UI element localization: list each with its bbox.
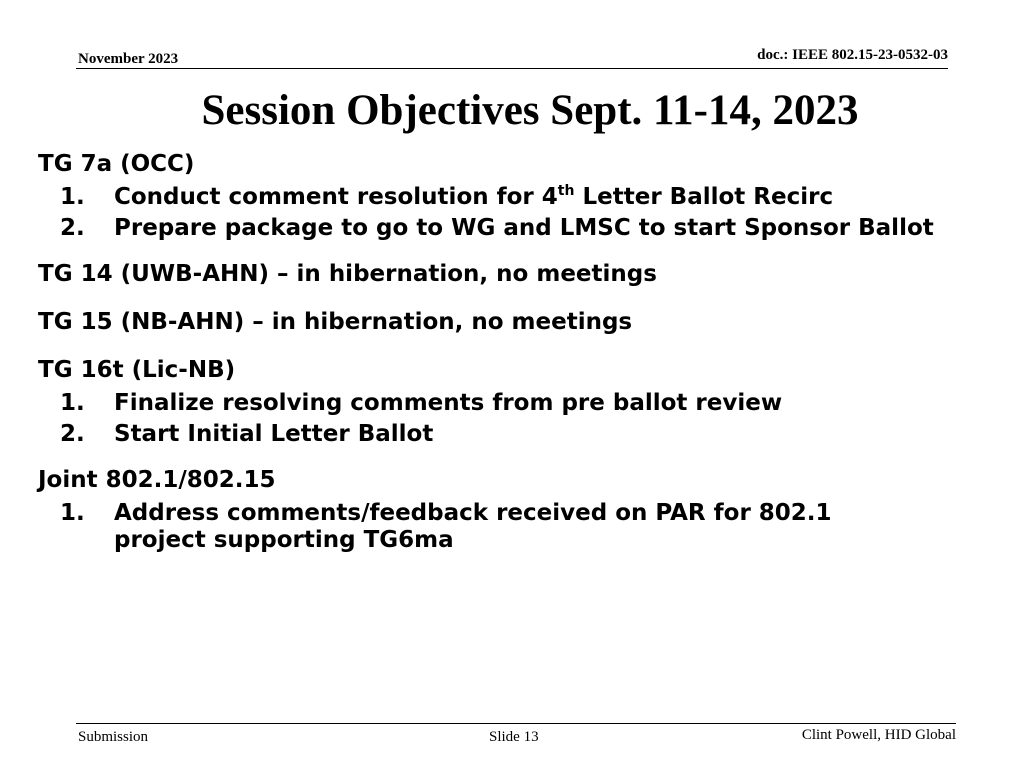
section-tg7a — [38, 148, 998, 242]
section-heading: TG 7a (OCC) — [38, 151, 195, 177]
section-heading: TG 16t (Lic-NB) — [38, 357, 236, 383]
footer-divider — [76, 723, 956, 724]
section-heading: Joint 802.1/802.15 — [38, 467, 276, 493]
list-number: 2. — [60, 215, 85, 241]
slide-body — [38, 148, 998, 558]
list-item — [38, 421, 998, 448]
list-number: 1. — [60, 500, 85, 526]
list-text-continued: Letter Ballot Recirc — [574, 184, 834, 210]
header-divider — [76, 68, 948, 69]
list-item — [38, 390, 998, 417]
list-text: Start Initial Letter Ballot — [114, 421, 434, 447]
section-tg16t — [38, 354, 998, 448]
section-tg15-heading: TG 15 (NB-AHN) – in hibernation, no meetings — [38, 309, 633, 335]
ordinal-suffix: th — [557, 183, 575, 199]
list-item — [38, 500, 904, 554]
list-number: 1. — [60, 390, 85, 416]
list-text: Finalize resolving comments from pre ballot review — [114, 390, 783, 416]
list-text: Conduct comment resolution for 4 — [114, 184, 558, 210]
list-number: 1. — [60, 184, 85, 210]
list-text: Prepare package to go to WG and LMSC to start Sponsor Ballot — [114, 215, 934, 241]
list-number: 2. — [60, 421, 85, 447]
objective-list — [38, 500, 998, 554]
footer-author: Clint Powell, HID Global — [801, 727, 956, 743]
objective-list — [38, 184, 998, 242]
list-item — [38, 184, 998, 211]
list-text: Address comments/feedback received on PAR for 802.1 project supporting TG6ma — [114, 500, 832, 553]
section-tg14-heading: TG 14 (UWB-AHN) – in hibernation, no meetings — [38, 261, 657, 287]
header-doc-id: doc.: IEEE 802.15-23-0532-03 — [757, 47, 948, 63]
footer-submission: Submission — [78, 729, 149, 745]
list-item — [38, 215, 998, 242]
slide-title: Session Objectives Sept. 11-14, 2023 — [201, 87, 859, 134]
section-joint — [38, 464, 998, 554]
objective-list — [38, 390, 998, 448]
header-date: November 2023 — [78, 51, 179, 67]
footer-slide-number: Slide 13 — [489, 729, 539, 745]
